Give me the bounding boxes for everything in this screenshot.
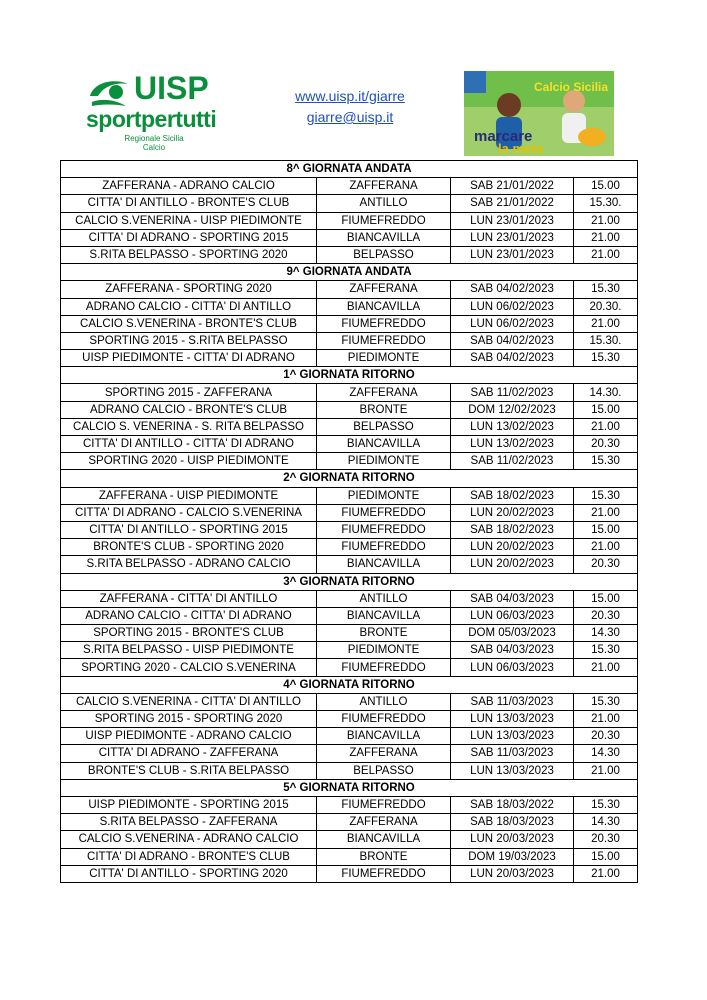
date-cell: SAB 21/01/2022: [451, 178, 574, 195]
venue-cell: FIUMEFREDDO: [317, 865, 451, 882]
time-cell: 20.30: [574, 607, 638, 624]
time-cell: 21.00: [574, 212, 638, 229]
uisp-logo: [84, 70, 229, 154]
table-row: [61, 539, 638, 556]
date-cell: SAB 04/03/2023: [451, 642, 574, 659]
date-cell: LUN 13/02/2023: [451, 418, 574, 435]
table-row: [61, 298, 638, 315]
table-row: [61, 556, 638, 573]
table-row: [61, 246, 638, 263]
match-cell: SPORTING 2020 - UISP PIEDIMONTE: [61, 453, 317, 470]
venue-cell: BRONTE: [317, 848, 451, 865]
time-cell: 20.30: [574, 831, 638, 848]
table-row: [61, 642, 638, 659]
venue-cell: PIEDIMONTE: [317, 350, 451, 367]
venue-cell: FIUMEFREDDO: [317, 504, 451, 521]
date-cell: LUN 06/02/2023: [451, 315, 574, 332]
date-cell: LUN 06/02/2023: [451, 298, 574, 315]
time-cell: 21.00: [574, 418, 638, 435]
time-cell: 21.00: [574, 229, 638, 246]
match-cell: ADRANO CALCIO - BRONTE'S CLUB: [61, 401, 317, 418]
date-cell: LUN 20/03/2023: [451, 831, 574, 848]
time-cell: 14.30: [574, 625, 638, 642]
time-cell: 15.30: [574, 281, 638, 298]
venue-cell: BRONTE: [317, 401, 451, 418]
match-cell: SPORTING 2015 - BRONTE'S CLUB: [61, 625, 317, 642]
time-cell: 21.00: [574, 246, 638, 263]
website-link[interactable]: www.uisp.it/giarre: [295, 88, 405, 104]
table-row: [61, 195, 638, 212]
time-cell: 15.30: [574, 453, 638, 470]
date-cell: SAB 04/03/2023: [451, 590, 574, 607]
time-cell: 20.30: [574, 556, 638, 573]
time-cell: 15.30: [574, 350, 638, 367]
date-cell: LUN 13/02/2023: [451, 436, 574, 453]
round-header-row: [61, 779, 638, 796]
table-row: [61, 315, 638, 332]
time-cell: 15.30: [574, 487, 638, 504]
table-row: [61, 625, 638, 642]
time-cell: 14.30: [574, 745, 638, 762]
match-cell: BRONTE'S CLUB - SPORTING 2020: [61, 539, 317, 556]
uisp-runner-icon: [86, 76, 132, 110]
date-cell: DOM 05/03/2023: [451, 625, 574, 642]
venue-cell: FIUMEFREDDO: [317, 315, 451, 332]
date-cell: LUN 06/03/2023: [451, 607, 574, 624]
round-title: 8^ GIORNATA ANDATA: [61, 161, 638, 178]
date-cell: LUN 13/03/2023: [451, 762, 574, 779]
match-cell: CALCIO S.VENERINA - UISP PIEDIMONTE: [61, 212, 317, 229]
table-row: [61, 796, 638, 813]
match-cell: SPORTING 2020 - CALCIO S.VENERINA: [61, 659, 317, 676]
table-row: [61, 281, 638, 298]
venue-cell: BELPASSO: [317, 246, 451, 263]
venue-cell: BIANCAVILLA: [317, 831, 451, 848]
logo-sport: Calcio: [142, 143, 166, 152]
time-cell: 21.00: [574, 539, 638, 556]
venue-cell: ZAFFERANA: [317, 384, 451, 401]
venue-cell: BRONTE: [317, 625, 451, 642]
date-cell: SAB 18/02/2023: [451, 487, 574, 504]
match-cell: S.RITA BELPASSO - SPORTING 2020: [61, 246, 317, 263]
venue-cell: ZAFFERANA: [317, 281, 451, 298]
time-cell: 21.00: [574, 711, 638, 728]
table-row: [61, 350, 638, 367]
time-cell: 14.30.: [574, 384, 638, 401]
venue-cell: BIANCAVILLA: [317, 436, 451, 453]
table-row: [61, 212, 638, 229]
round-header-row: [61, 264, 638, 281]
date-cell: SAB 18/03/2022: [451, 796, 574, 813]
date-cell: SAB 04/02/2023: [451, 350, 574, 367]
time-cell: 14.30: [574, 814, 638, 831]
match-cell: S.RITA BELPASSO - UISP PIEDIMONTE: [61, 642, 317, 659]
banner-title: Calcio Sicilia: [534, 80, 609, 94]
match-cell: UISP PIEDIMONTE - CITTA' DI ADRANO: [61, 350, 317, 367]
match-cell: SPORTING 2015 - S.RITA BELPASSO: [61, 332, 317, 349]
venue-cell: FIUMEFREDDO: [317, 659, 451, 676]
table-row: [61, 436, 638, 453]
match-cell: CITTA' DI ANTILLO - BRONTE'S CLUB: [61, 195, 317, 212]
venue-cell: ZAFFERANA: [317, 814, 451, 831]
venue-cell: ANTILLO: [317, 590, 451, 607]
banner-image: [464, 71, 614, 156]
venue-cell: BIANCAVILLA: [317, 229, 451, 246]
time-cell: 15.30.: [574, 332, 638, 349]
match-cell: CALCIO S.VENERINA - ADRANO CALCIO: [61, 831, 317, 848]
date-cell: DOM 12/02/2023: [451, 401, 574, 418]
table-row: [61, 487, 638, 504]
match-cell: UISP PIEDIMONTE - ADRANO CALCIO: [61, 728, 317, 745]
date-cell: SAB 11/03/2023: [451, 693, 574, 710]
match-cell: CALCIO S.VENERINA - CITTA' DI ANTILLO: [61, 693, 317, 710]
round-title: 9^ GIORNATA ANDATA: [61, 264, 638, 281]
venue-cell: BIANCAVILLA: [317, 728, 451, 745]
time-cell: 15.30: [574, 796, 638, 813]
match-cell: SPORTING 2015 - ZAFFERANA: [61, 384, 317, 401]
time-cell: 15.30: [574, 642, 638, 659]
schedule-body: [61, 161, 638, 883]
date-cell: LUN 23/01/2023: [451, 229, 574, 246]
round-title: 3^ GIORNATA RITORNO: [61, 573, 638, 590]
time-cell: 15.00: [574, 178, 638, 195]
venue-cell: ZAFFERANA: [317, 178, 451, 195]
match-cell: ZAFFERANA - UISP PIEDIMONTE: [61, 487, 317, 504]
venue-cell: FIUMEFREDDO: [317, 521, 451, 538]
table-row: [61, 521, 638, 538]
date-cell: LUN 06/03/2023: [451, 659, 574, 676]
match-cell: CITTA' DI ADRANO - CALCIO S.VENERINA: [61, 504, 317, 521]
venue-cell: FIUMEFREDDO: [317, 332, 451, 349]
venue-cell: BIANCAVILLA: [317, 298, 451, 315]
round-header-row: [61, 161, 638, 178]
time-cell: 21.00: [574, 315, 638, 332]
match-cell: CALCIO S. VENERINA - S. RITA BELPASSO: [61, 418, 317, 435]
venue-cell: BIANCAVILLA: [317, 607, 451, 624]
table-row: [61, 332, 638, 349]
table-row: [61, 865, 638, 882]
time-cell: 15.00: [574, 848, 638, 865]
date-cell: SAB 18/03/2023: [451, 814, 574, 831]
venue-cell: BIANCAVILLA: [317, 556, 451, 573]
date-cell: LUN 20/02/2023: [451, 539, 574, 556]
time-cell: 21.00: [574, 762, 638, 779]
venue-cell: PIEDIMONTE: [317, 642, 451, 659]
table-row: [61, 762, 638, 779]
time-cell: 15.30: [574, 693, 638, 710]
match-cell: CITTA' DI ADRANO - SPORTING 2015: [61, 229, 317, 246]
time-cell: 15.00: [574, 590, 638, 607]
venue-cell: BELPASSO: [317, 762, 451, 779]
match-cell: ZAFFERANA - CITTA' DI ANTILLO: [61, 590, 317, 607]
date-cell: LUN 13/03/2023: [451, 728, 574, 745]
schedule-table: [60, 160, 638, 883]
venue-cell: PIEDIMONTE: [317, 453, 451, 470]
round-header-row: [61, 676, 638, 693]
venue-cell: PIEDIMONTE: [317, 487, 451, 504]
table-row: [61, 728, 638, 745]
match-cell: ADRANO CALCIO - CITTA' DI ANTILLO: [61, 298, 317, 315]
date-cell: LUN 20/03/2023: [451, 865, 574, 882]
round-title: 4^ GIORNATA RITORNO: [61, 676, 638, 693]
time-cell: 20.30: [574, 436, 638, 453]
date-cell: LUN 23/01/2023: [451, 212, 574, 229]
time-cell: 20.30: [574, 728, 638, 745]
table-row: [61, 401, 638, 418]
time-cell: 21.00: [574, 504, 638, 521]
date-cell: DOM 19/03/2023: [451, 848, 574, 865]
time-cell: 15.00: [574, 521, 638, 538]
round-title: 5^ GIORNATA RITORNO: [61, 779, 638, 796]
banner-slogan-1: marcare: [474, 128, 533, 145]
match-cell: BRONTE'S CLUB - S.RITA BELPASSO: [61, 762, 317, 779]
match-cell: ADRANO CALCIO - CITTA' DI ADRANO: [61, 607, 317, 624]
date-cell: SAB 18/02/2023: [451, 521, 574, 538]
time-cell: 15.30.: [574, 195, 638, 212]
venue-cell: FIUMEFREDDO: [317, 711, 451, 728]
time-cell: 15.00: [574, 401, 638, 418]
match-cell: CITTA' DI ADRANO - ZAFFERANA: [61, 745, 317, 762]
calcio-sicilia-banner: [464, 71, 614, 156]
table-row: [61, 607, 638, 624]
round-header-row: [61, 573, 638, 590]
date-cell: SAB 21/01/2022: [451, 195, 574, 212]
logo-region: Regionale Sicilia: [124, 134, 184, 143]
contact-links: [270, 86, 430, 128]
match-cell: CITTA' DI ANTILLO - CITTA' DI ADRANO: [61, 436, 317, 453]
table-row: [61, 590, 638, 607]
date-cell: SAB 11/02/2023: [451, 384, 574, 401]
time-cell: 20.30.: [574, 298, 638, 315]
match-cell: CALCIO S.VENERINA - BRONTE'S CLUB: [61, 315, 317, 332]
venue-cell: ZAFFERANA: [317, 745, 451, 762]
table-row: [61, 711, 638, 728]
venue-cell: ANTILLO: [317, 195, 451, 212]
time-cell: 21.00: [574, 659, 638, 676]
round-title: 2^ GIORNATA RITORNO: [61, 470, 638, 487]
date-cell: LUN 20/02/2023: [451, 504, 574, 521]
table-row: [61, 384, 638, 401]
match-cell: ZAFFERANA - SPORTING 2020: [61, 281, 317, 298]
round-header-row: [61, 470, 638, 487]
venue-cell: ANTILLO: [317, 693, 451, 710]
email-link[interactable]: giarre@uisp.it: [306, 109, 394, 125]
time-cell: 21.00: [574, 865, 638, 882]
date-cell: SAB 04/02/2023: [451, 281, 574, 298]
date-cell: SAB 11/03/2023: [451, 745, 574, 762]
match-cell: ZAFFERANA - ADRANO CALCIO: [61, 178, 317, 195]
match-cell: CITTA' DI ANTILLO - SPORTING 2020: [61, 865, 317, 882]
match-cell: S.RITA BELPASSO - ZAFFERANA: [61, 814, 317, 831]
table-row: [61, 814, 638, 831]
match-cell: CITTA' DI ADRANO - BRONTE'S CLUB: [61, 848, 317, 865]
match-cell: SPORTING 2015 - SPORTING 2020: [61, 711, 317, 728]
logo-tagline: sportpertutti: [86, 106, 217, 132]
table-row: [61, 453, 638, 470]
venue-cell: FIUMEFREDDO: [317, 796, 451, 813]
venue-cell: FIUMEFREDDO: [317, 539, 451, 556]
banner-slogan-2: la meta: [498, 141, 543, 156]
date-cell: LUN 23/01/2023: [451, 246, 574, 263]
logo-subtitle: [84, 134, 224, 152]
table-row: [61, 178, 638, 195]
match-cell: UISP PIEDIMONTE - SPORTING 2015: [61, 796, 317, 813]
date-cell: SAB 11/02/2023: [451, 453, 574, 470]
table-row: [61, 418, 638, 435]
logo-brand: UISP: [134, 70, 209, 106]
round-title: 1^ GIORNATA RITORNO: [61, 367, 638, 384]
table-row: [61, 659, 638, 676]
table-row: [61, 848, 638, 865]
date-cell: LUN 20/02/2023: [451, 556, 574, 573]
table-row: [61, 693, 638, 710]
venue-cell: BELPASSO: [317, 418, 451, 435]
match-cell: S.RITA BELPASSO - ADRANO CALCIO: [61, 556, 317, 573]
round-header-row: [61, 367, 638, 384]
date-cell: SAB 04/02/2023: [451, 332, 574, 349]
table-row: [61, 229, 638, 246]
table-row: [61, 504, 638, 521]
date-cell: LUN 13/03/2023: [451, 711, 574, 728]
table-row: [61, 831, 638, 848]
venue-cell: FIUMEFREDDO: [317, 212, 451, 229]
table-row: [61, 745, 638, 762]
match-cell: CITTA' DI ANTILLO - SPORTING 2015: [61, 521, 317, 538]
